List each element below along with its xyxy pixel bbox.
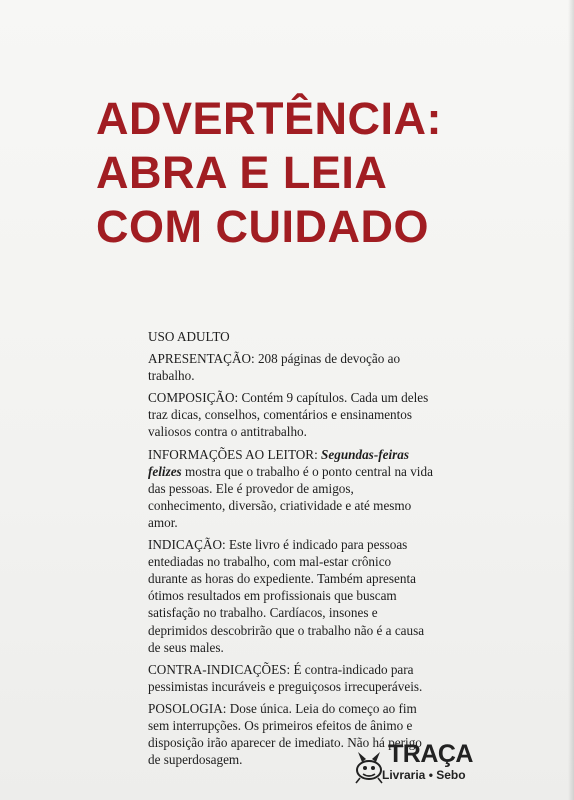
logo-subtitle: Livraria • Sebo [382, 768, 466, 782]
section-text: Este livro é indicado para pessoas entediadas no trabalho, com mal-estar crônico durante as horas do expediente. Também apresenta ótimos resultados em profissionais que buscam satisfação no trabalho. Cardíacos, insones e deprimidos descobrirão que o trabalho não é a causa de seus males. [148, 537, 425, 655]
title-line-2: ABRA E LEIA [96, 147, 388, 198]
logo-name: TRAÇA [388, 740, 473, 768]
section-text: É contra-indicado para pessimistas incuráveis e preguiçosos irrecuperáveis. [148, 661, 423, 694]
section-contra-indicacoes [148, 661, 433, 695]
page-edge-shadow [568, 0, 574, 800]
traca-logo [352, 738, 482, 788]
section-text: 208 páginas de devoção ao trabalho. [148, 351, 401, 384]
moth-mascot-icon [352, 744, 386, 784]
section-label: COMPOSIÇÃO: [148, 390, 239, 406]
section-label: APRESENTAÇÃO: [148, 351, 255, 367]
section-informacoes [148, 446, 433, 531]
section-text: mostra que o trabalho é o ponto central na vida das pessoas. Ele é provedor de amigos, conhecimento, diversão, criatividade e até mesmo amor. [148, 463, 433, 530]
section-label: INFORMAÇÕES AO LEITOR: [148, 446, 318, 462]
title-line-1: ADVERTÊNCIA: [96, 93, 443, 144]
section-text: Contém 9 capítulos. Cada um deles traz dicas, conselhos, comentários e ensinamentos valiosos contra o antitrabalho. [148, 390, 429, 440]
leaflet-body [148, 328, 433, 773]
section-label: USO ADULTO [148, 329, 230, 344]
section-label: CONTRA-INDICAÇÕES: [148, 661, 291, 677]
title-line-3: COM CUIDADO [96, 201, 429, 252]
section-label: POSOLOGIA: [148, 700, 227, 716]
section-uso-adulto [148, 328, 433, 345]
section-composicao [148, 389, 433, 440]
section-apresentacao [148, 350, 433, 384]
section-indicacao [148, 536, 433, 656]
warning-title [96, 92, 536, 254]
book-title-emphasis: Segundas-feiras felizes [148, 446, 409, 479]
section-label: INDICAÇÃO: [148, 537, 226, 553]
section-text: Dose única. Leia do começo ao fim sem interrupções. Os primeiros efeitos de ânimo e disposição irão aparecer de imediato. Não há perigo de superdosagem. [148, 700, 422, 768]
